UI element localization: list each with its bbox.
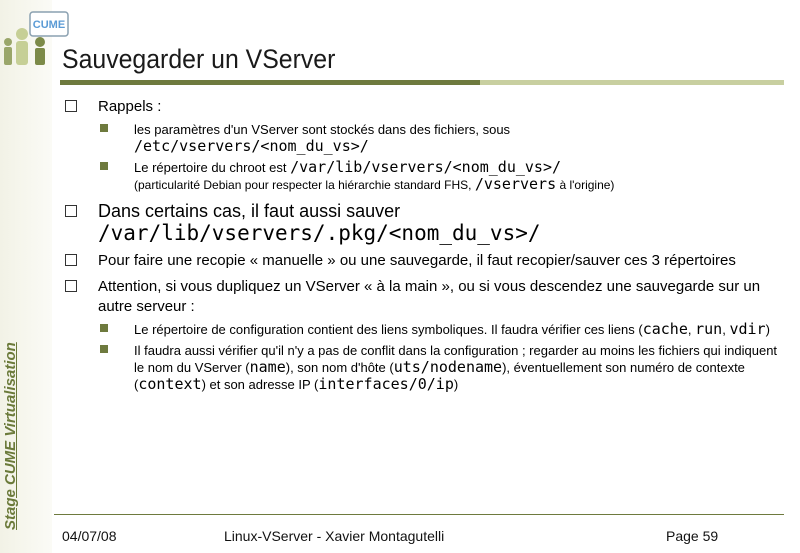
- bullet-square-icon: [100, 345, 108, 353]
- bullet-box-icon: [65, 280, 77, 292]
- title-underline-light: [480, 80, 784, 85]
- footer-divider: [54, 514, 784, 515]
- subbullet-config-files: les paramètres d'un VServer sont stockés dans des fichiers, sous /etc/vservers/<nom_du_vs>/: [64, 121, 784, 155]
- slide-content: [64, 93, 784, 393]
- subbullet-chroot-dir: Le répertoire du chroot est /var/lib/vservers/<nom_du_vs>/ (particularité Debian pour respecter la hiérarchie standard FHS, /vservers à l'origine): [64, 159, 784, 194]
- subbullet-symlinks: Le répertoire de configuration contient des liens symboliques. Il faudra vérifier ces liens (cache, run, vdir): [64, 321, 784, 338]
- footer-page-number: Page 59: [666, 528, 719, 544]
- side-label: Stage CUME Virtualisation: [2, 342, 19, 530]
- footer-author: Linux-VServer - Xavier Montagutelli: [224, 528, 445, 544]
- logo-text: CUME: [32, 19, 66, 31]
- title-underline-dark: [60, 80, 480, 85]
- page-title: Sauvegarder un VServer: [62, 44, 336, 74]
- bullet-box-icon: [65, 254, 77, 266]
- bullet-square-icon: [100, 162, 108, 170]
- bullet-box-icon: [65, 205, 77, 217]
- footer-date: 04/07/08: [62, 528, 117, 544]
- bullet-square-icon: [100, 324, 108, 332]
- subbullet-config-conflicts: Il faudra aussi vérifier qu'il n'y a pas de conflit dans la configuration ; regarder au moins les fichiers qui indiquent le nom du VServer (name), son nom d'hôte (uts/nodename), éventuellement son numéro de contexte (context) et son adresse IP (interfaces/0/ip): [64, 342, 784, 393]
- bullet-square-icon: [100, 124, 108, 132]
- bullet-box-icon: [65, 100, 77, 112]
- bullet-rappels: Rappels :: [64, 97, 784, 117]
- bullet-duplicate-warning: Attention, si vous dupliquez un VServer « à la main », ou si vous descendez une sauvegarde sur un autre serveur :: [64, 277, 784, 317]
- bullet-manual-copy: Pour faire une recopie « manuelle » ou une sauvegarde, il faut recopier/sauver ces 3 répertoires: [64, 251, 784, 271]
- bullet-pkg-dir: Dans certains cas, il faut aussi sauver /var/lib/vservers/.pkg/<nom_du_vs>/: [64, 200, 784, 245]
